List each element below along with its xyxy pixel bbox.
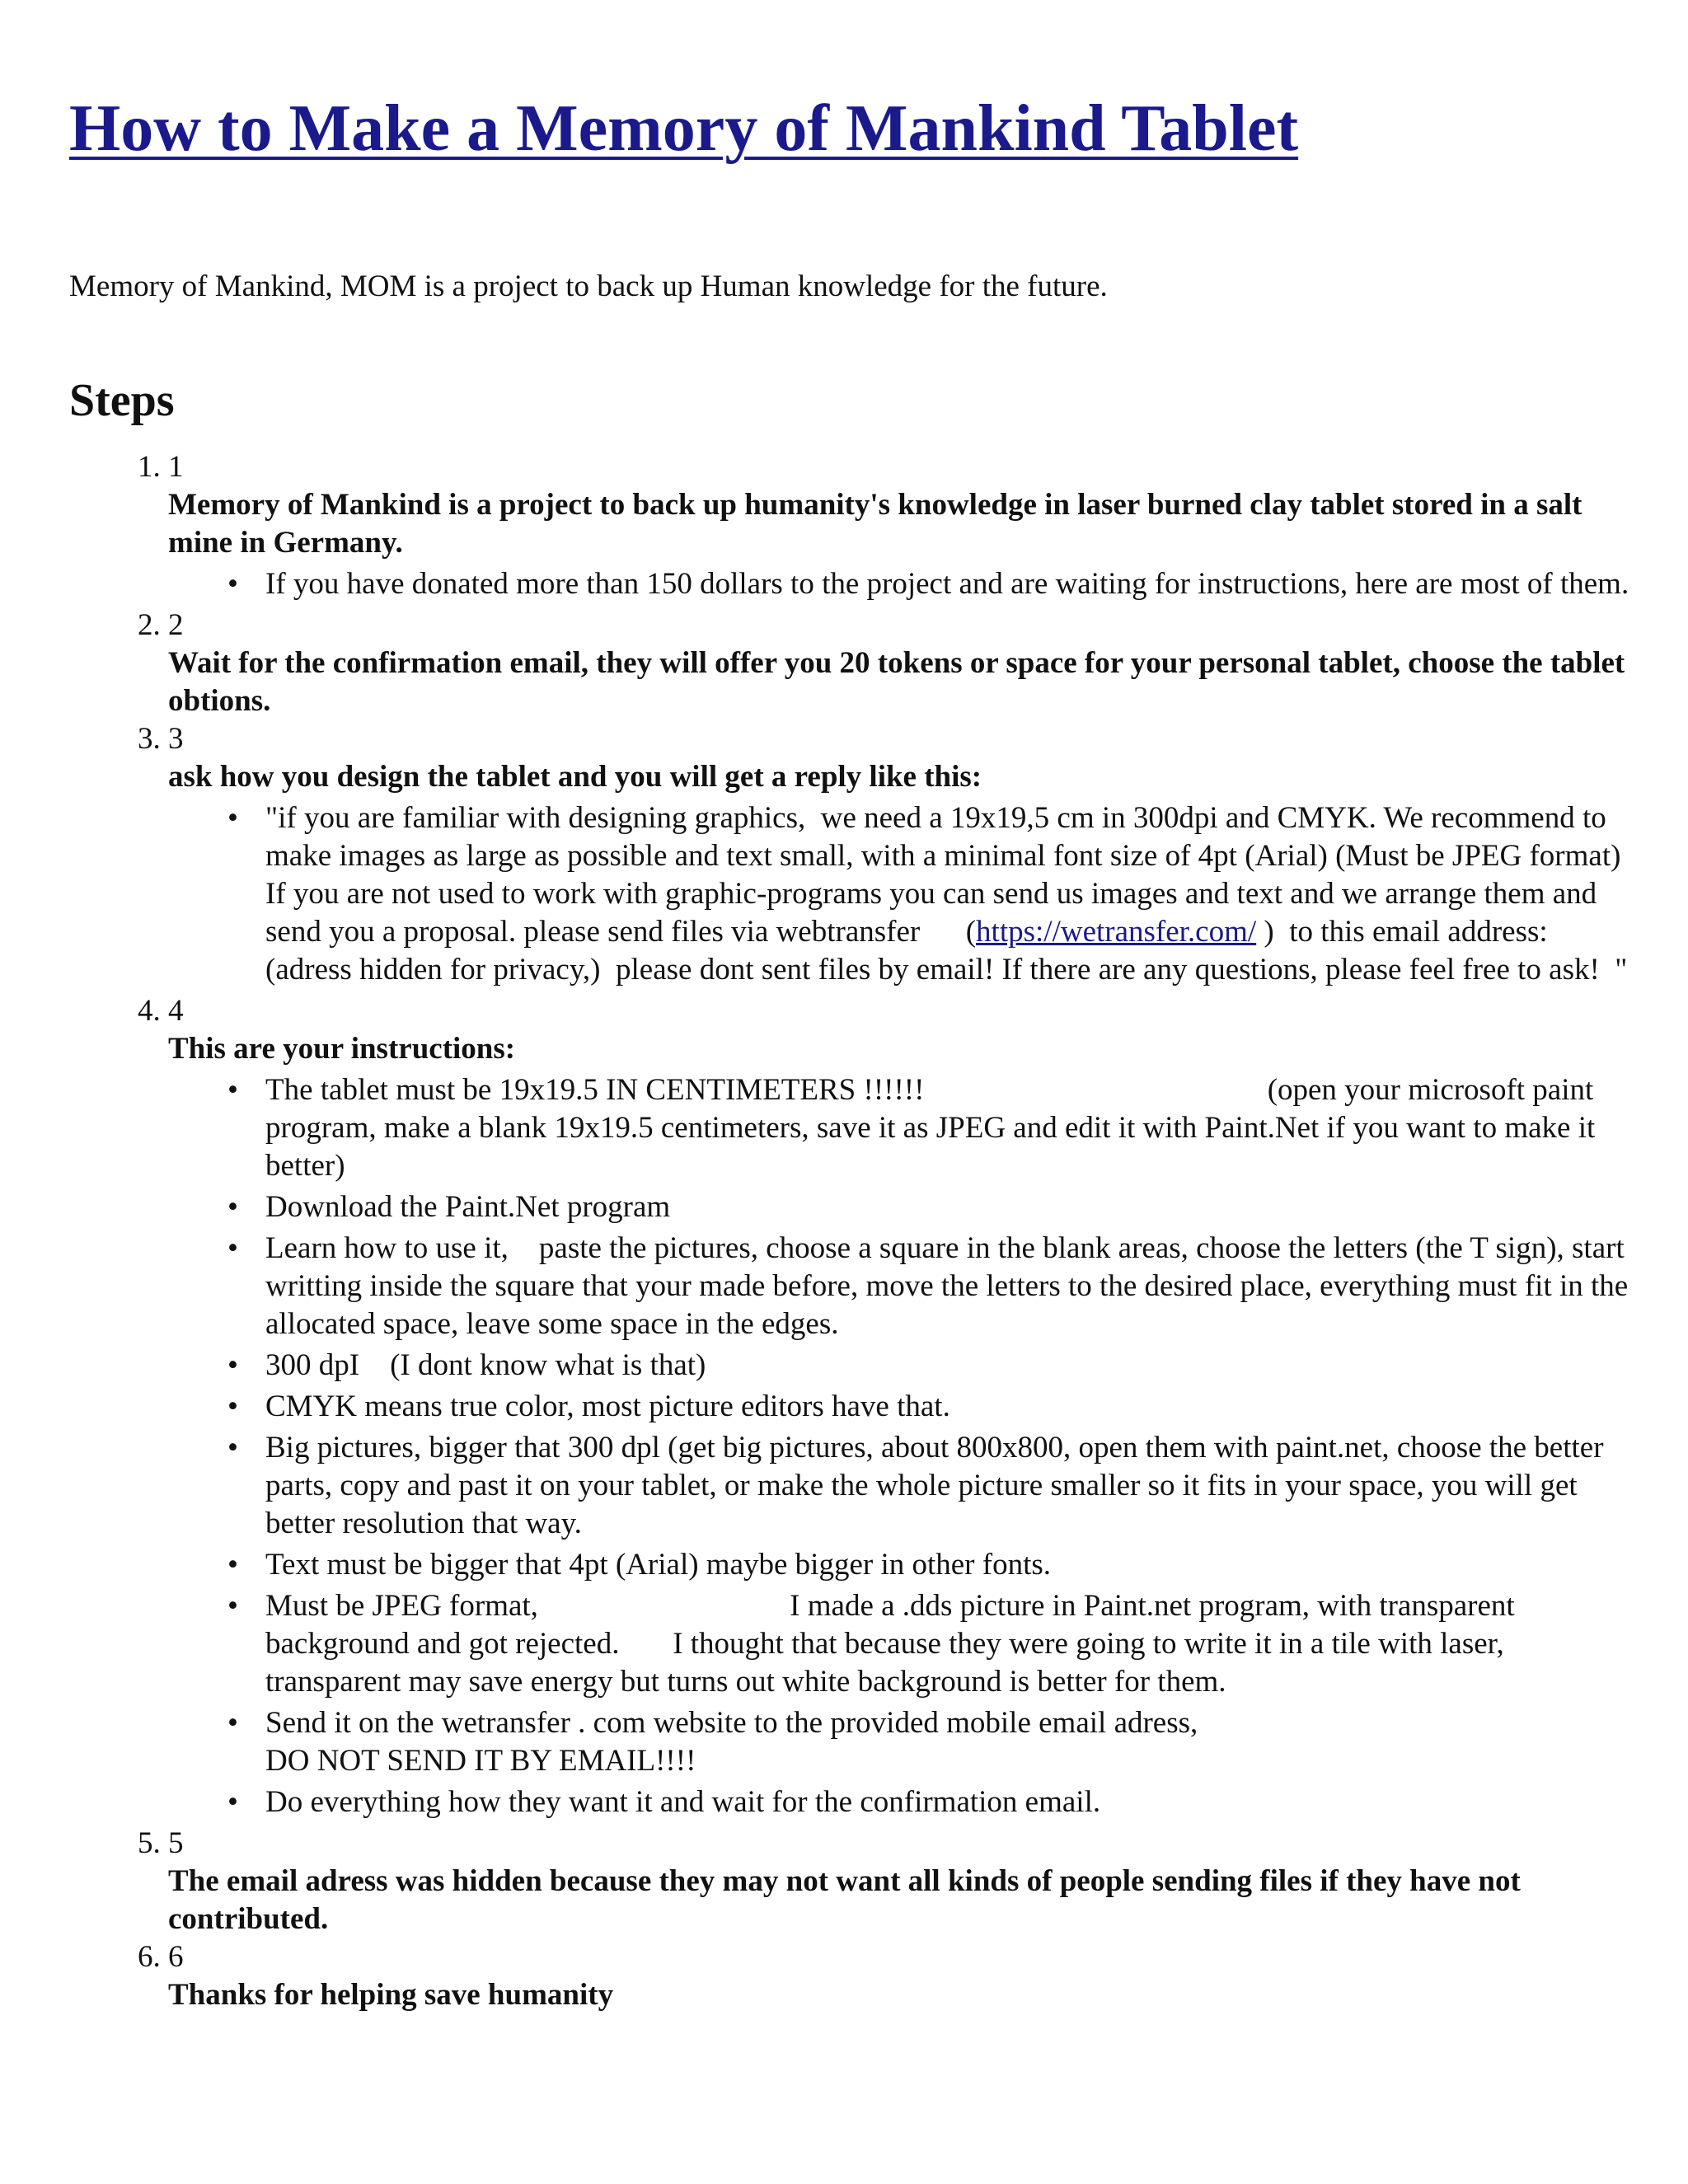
step-bullets	[168, 1071, 1635, 1821]
quote-text-part2: ) to this email address: (adress hidden for privacy,) please dont sent files by email! If there are any questions, please feel free to ask! "	[265, 915, 1628, 987]
step-2	[168, 607, 1635, 720]
list-item: • Learn how to use it, paste the pictures, choose a square in the blank areas, choose the letters (the T sign), start writting inside the square that your made before, move the letters to the desired place, everything must fit in the allocated space, leave some space in the edges.	[265, 1230, 1635, 1343]
list-item: • If you have donated more than 150 dollars to the project and are waiting for instructions, here are most of them.	[265, 565, 1635, 603]
step-4	[168, 992, 1635, 1821]
list-item: • Big pictures, bigger that 300 dpl (get big pictures, about 800x800, open them with paint.net, choose the better parts, copy and past it on your tablet, or make the whole picture smaller so it fits in your space, you will get better resolution that way.	[265, 1429, 1635, 1543]
list-item: • Do everything how they want it and wait for the confirmation email.	[265, 1783, 1635, 1821]
step-3	[168, 720, 1635, 989]
step-number: 4	[168, 994, 184, 1028]
list-item: • Download the Paint.Net program	[265, 1188, 1635, 1226]
list-item: • Send it on the wetransfer . com website to the provided mobile email adress, DO NOT SEND IT BY EMAIL!!!!	[265, 1704, 1635, 1780]
step-bullets	[168, 799, 1635, 989]
step-number: 3	[168, 722, 184, 756]
list-item: • Text must be bigger that 4pt (Arial) maybe bigger in other fonts.	[265, 1546, 1635, 1584]
step-5	[168, 1825, 1635, 1938]
step-6	[168, 1938, 1635, 2014]
wetransfer-link[interactable]: https://wetransfer.com/	[976, 915, 1257, 949]
page-title	[69, 89, 1635, 168]
step-summary: This are your instructions:	[168, 1032, 516, 1066]
step-1	[168, 448, 1635, 603]
quote-text-part1: "if you are familiar with designing graphics, we need a 19x19,5 cm in 300dpi and CMYK. We recommend to make images as large as possible and text small, with a minimal font size of 4pt (Arial) (Must be JPEG format) If you are not used to work with graphic-programs you can send us images and text and we arrange them and send you a proposal. please send files via webtransfer (	[265, 801, 1629, 949]
step-number: 1	[168, 450, 184, 484]
list-item: • 300 dpI (I dont know what is that)	[265, 1347, 1635, 1385]
step-summary: Memory of Mankind is a project to back up humanity's knowledge in laser burned clay tablet stored in a salt mine in Germany.	[168, 488, 1582, 560]
step-summary: Thanks for helping save humanity	[168, 1978, 614, 2012]
step-summary: ask how you design the tablet and you will get a reply like this:	[168, 760, 982, 794]
step-bullets	[168, 565, 1635, 603]
step-number: 6	[168, 1940, 184, 1974]
steps-heading: Steps	[69, 375, 175, 426]
step-summary: Wait for the confirmation email, they will offer you 20 tokens or space for your personal tablet, choose the tablet obtions.	[168, 646, 1625, 718]
intro-paragraph: Memory of Mankind, MOM is a project to back up Human knowledge for the future.	[69, 269, 1108, 303]
list-item: • Must be JPEG format, I made a .dds picture in Paint.net program, with transparent background and got rejected. I thought that because they were going to write it in a tile with laser, transparent may save energy but turns out white background is better for them.	[265, 1587, 1635, 1701]
quoted-reply	[265, 799, 1635, 989]
page-title-link[interactable]: How to Make a Memory of Mankind Tablet	[69, 92, 1299, 165]
step-number: 2	[168, 608, 184, 642]
step-number: 5	[168, 1826, 184, 1860]
list-item: • CMYK means true color, most picture editors have that.	[265, 1388, 1635, 1426]
steps-list	[69, 448, 1635, 2014]
step-summary: The email adress was hidden because they may not want all kinds of people sending files if they have not contributed.	[168, 1864, 1521, 1936]
document	[69, 89, 1636, 2012]
list-item: • The tablet must be 19x19.5 IN CENTIMETERS !!!!!! (open your microsoft paint program, make a blank 19x19.5 centimeters, save it as JPEG and edit it with Paint.Net if you want to make it better)	[265, 1071, 1635, 1185]
